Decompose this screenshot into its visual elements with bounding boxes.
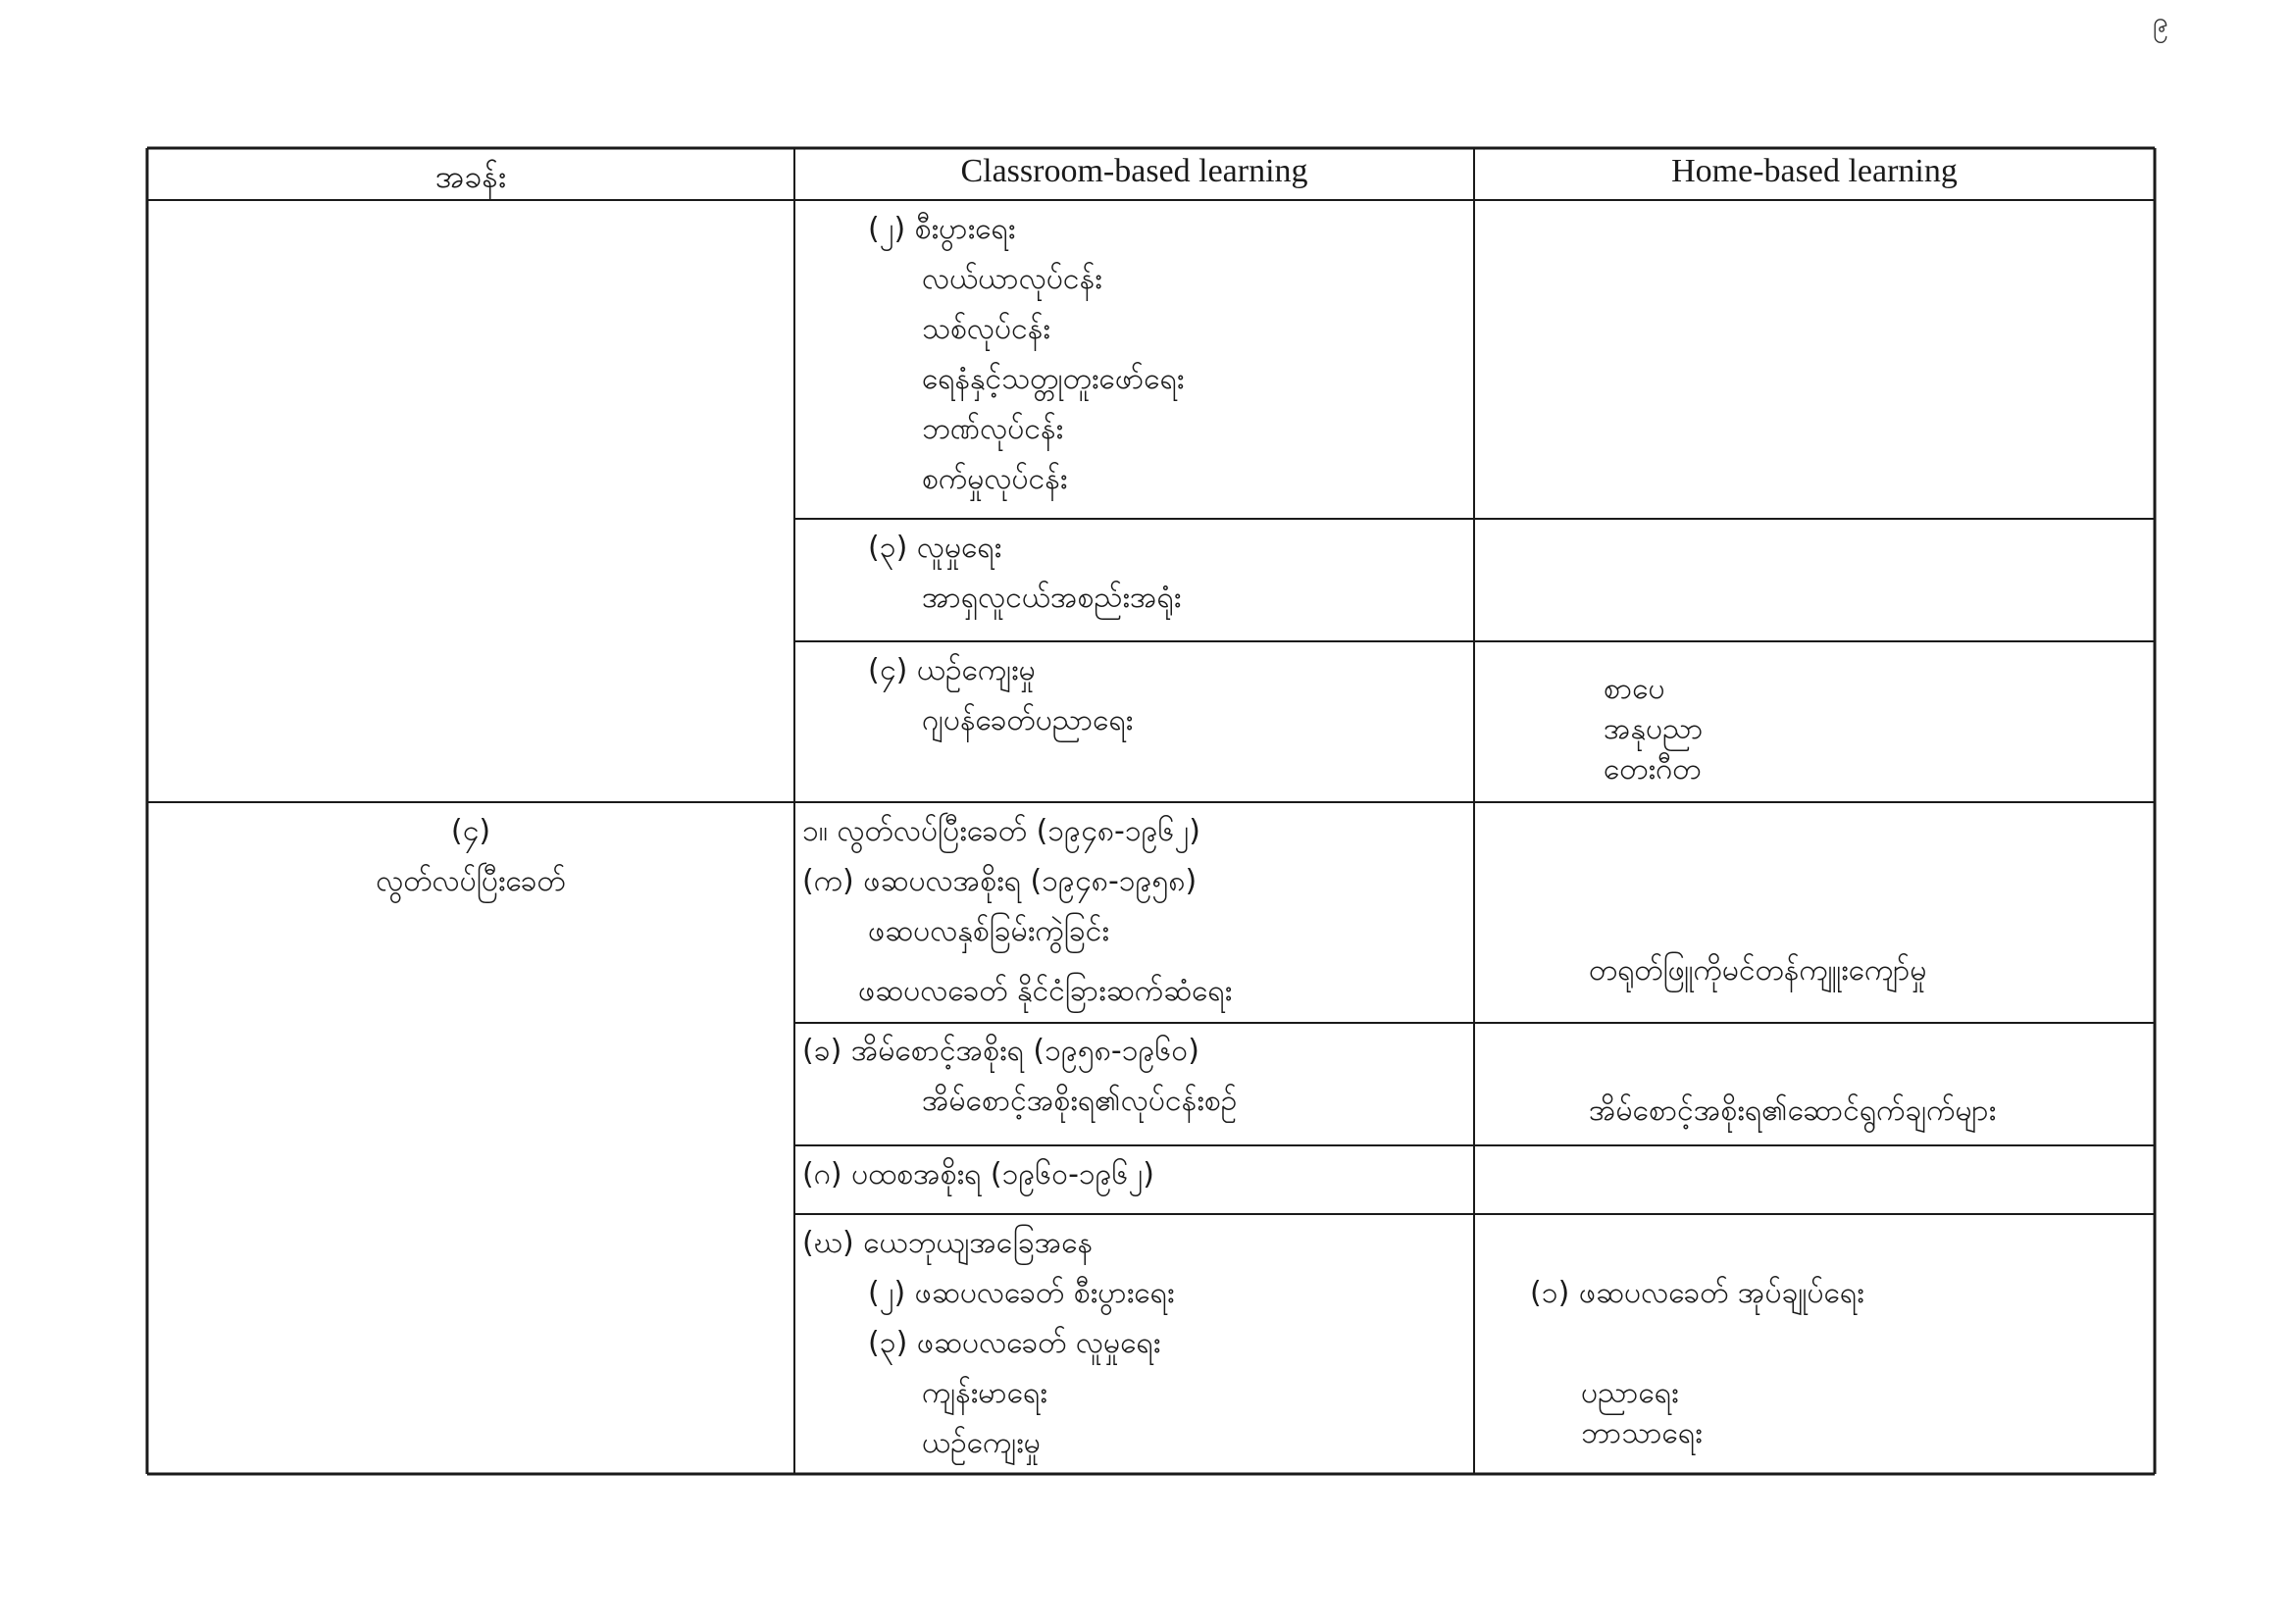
row5-classroom-heading: (ခ) အိမ်စောင့်အစိုးရ (၁၉၅၈-၁၉၆၀) [802, 1034, 1199, 1068]
row1-classroom-item: လယ်ယာလုပ်ငန်း [922, 262, 1102, 296]
row5-classroom-item: အိမ်စောင့်အစိုးရ၏လုပ်ငန်းစဉ် [922, 1084, 1238, 1118]
row4-classroom-subheading: (က) ဖဆပလအစိုးရ (၁၉၄၈-၁၉၅၈) [802, 864, 1198, 898]
page-number: ၉ [2153, 6, 2168, 38]
row1-classroom-item: စက်မှုလုပ်ငန်း [922, 462, 1068, 496]
section-number: (၄) [450, 814, 491, 848]
row1-classroom-item: သစ်လုပ်ငန်း [922, 312, 1050, 346]
section-title: လွတ်လပ်ပြီးခေတ် [376, 864, 566, 898]
row3-home-item: အနုပညာ [1604, 712, 1704, 746]
row1-classroom-item: ရေနံနှင့်သတ္တုတူးဖော်ရေး [922, 362, 1185, 396]
row6-classroom-heading: (ဂ) ပထစအစိုးရ (၁၉၆၀-၁၉၆၂) [802, 1157, 1154, 1192]
row7-home-item: ပညာရေး [1581, 1376, 1679, 1410]
header-period: အခန်း [434, 158, 507, 195]
row4-classroom-item: ဖဆပလခေတ် နိုင်ငံခြားဆက်ဆံရေး [858, 974, 1233, 1008]
row3-classroom-heading: (၄) ယဉ်ကျေးမှု [868, 653, 1036, 687]
row7-home-item: (၁) ဖဆပလခေတ် အုပ်ချုပ်ရေး [1530, 1276, 1864, 1310]
row3-home-item: တေးဂီတ [1604, 752, 1702, 787]
row4-classroom-item: ဖဆပလနှစ်ခြမ်းကွဲခြင်း [868, 914, 1109, 948]
row5-home-item: အိမ်စောင့်အစိုးရ၏ဆောင်ရွက်ချက်များ [1589, 1093, 1997, 1128]
row7-classroom-heading: (ဃ) ယေဘုယျအခြေအနေ [802, 1226, 1094, 1260]
row7-classroom-item: ယဉ်ကျေးမှု [922, 1426, 1041, 1460]
row4-home-item: တရုတ်ဖြူကိုမင်တန်ကျူးကျော်မှု [1589, 953, 1927, 988]
row7-classroom-item: ကျန်းမာရေး [922, 1376, 1047, 1410]
row7-classroom-item: (၂) ဖဆပလခေတ် စီးပွားရေး [868, 1276, 1175, 1310]
row4-classroom-heading: ၁။ လွတ်လပ်ပြီးခေတ် (၁၉၄၈-၁၉၆၂) [802, 814, 1200, 848]
row7-classroom-item: (၃) ဖဆပလခေတ် လူမှုရေး [868, 1326, 1161, 1360]
row3-classroom-item: ဂျပန်ခေတ်ပညာရေး [922, 703, 1134, 737]
header-home: Home-based learning [1671, 153, 1958, 189]
row3-home-item: စာပေ [1604, 672, 1665, 706]
row1-classroom-item: ဘဏ်လုပ်ငန်း [922, 412, 1064, 446]
row1-classroom-heading: (၂) စီးပွားရေး [868, 212, 1016, 246]
row2-classroom-heading: (၃) လူမှုရေး [868, 531, 1002, 565]
header-classroom: Classroom-based learning [960, 153, 1308, 189]
row2-classroom-item: အာရှလူငယ်အစည်းအရုံး [922, 581, 1182, 615]
row7-home-item: ဘာသာရေး [1581, 1416, 1703, 1450]
